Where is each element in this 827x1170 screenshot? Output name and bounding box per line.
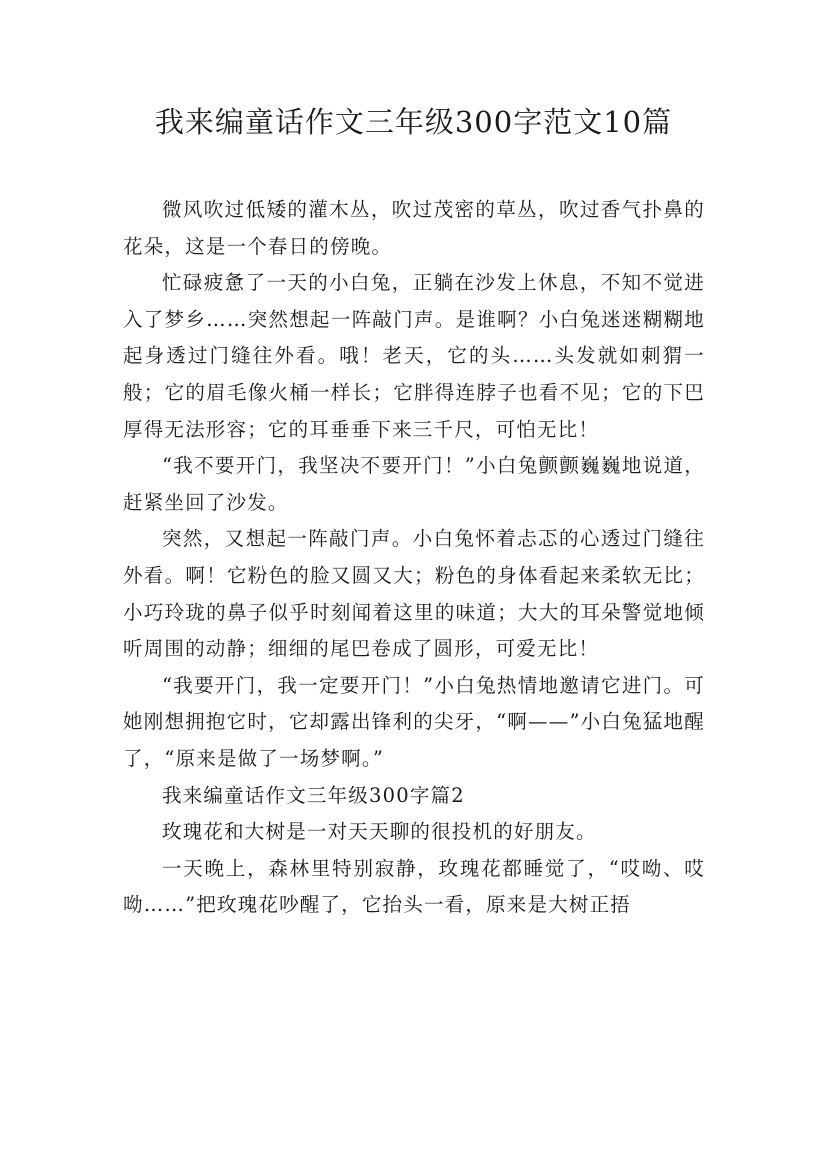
paragraph-1: 微风吹过低矮的灌木丛，吹过茂密的草丛，吹过香气扑鼻的花朵，这是一个春日的傍晚。 (123, 198, 705, 258)
paragraph-4: 突然，又想起一阵敲门声。小白兔怀着忐忑的心透过门缝往外看。啊！它粉色的脸又圆又大；粉色的身体看起来柔软无比；小巧玲珑的鼻子似乎时刻闻着这里的味道；大大的耳朵警觉地倾听周围的动静；细细的尾巴卷成了圆形，可爱无比！ (123, 527, 705, 661)
paragraph-6: 玫瑰花和大树是一对天天聊的很投机的好朋友。 (162, 820, 597, 844)
document-body (123, 192, 705, 924)
section-heading-2: 我来编童话作文三年级300字篇2 (162, 783, 465, 807)
paragraph-2: 忙碌疲惫了一天的小白兔，正躺在沙发上休息，不知不觉进入了梦乡……突然想起一阵敲门声。是谁啊？小白兔迷迷糊糊地起身透过门缝往外看。哦！老天，它的头……头发就如刺猬一般；它的眉毛像火桶一样长；它胖得连脖子也看不见；它的下巴厚得无法形容；它的耳垂垂下来三千尺，可怕无比！ (123, 271, 705, 441)
paragraph-3: “我不要开门，我坚决不要开门！”小白兔颤颤巍巍地说道，赶紧坐回了沙发。 (123, 454, 705, 514)
paragraph-7: 一天晚上，森林里特别寂静，玫瑰花都睡觉了，“哎呦、哎呦……”把玫瑰花吵醒了，它抬头一看，原来是大树正捂 (123, 856, 705, 917)
paragraph-5: “我要开门，我一定要开门！”小白兔热情地邀请它进门。可她刚想拥抱它时，它却露出锋利的尖牙，“啊——”小白兔猛地醒了，“原来是做了一场梦啊。” (123, 673, 705, 770)
document-title: 我来编童话作文三年级300字范文10篇 (154, 105, 673, 139)
